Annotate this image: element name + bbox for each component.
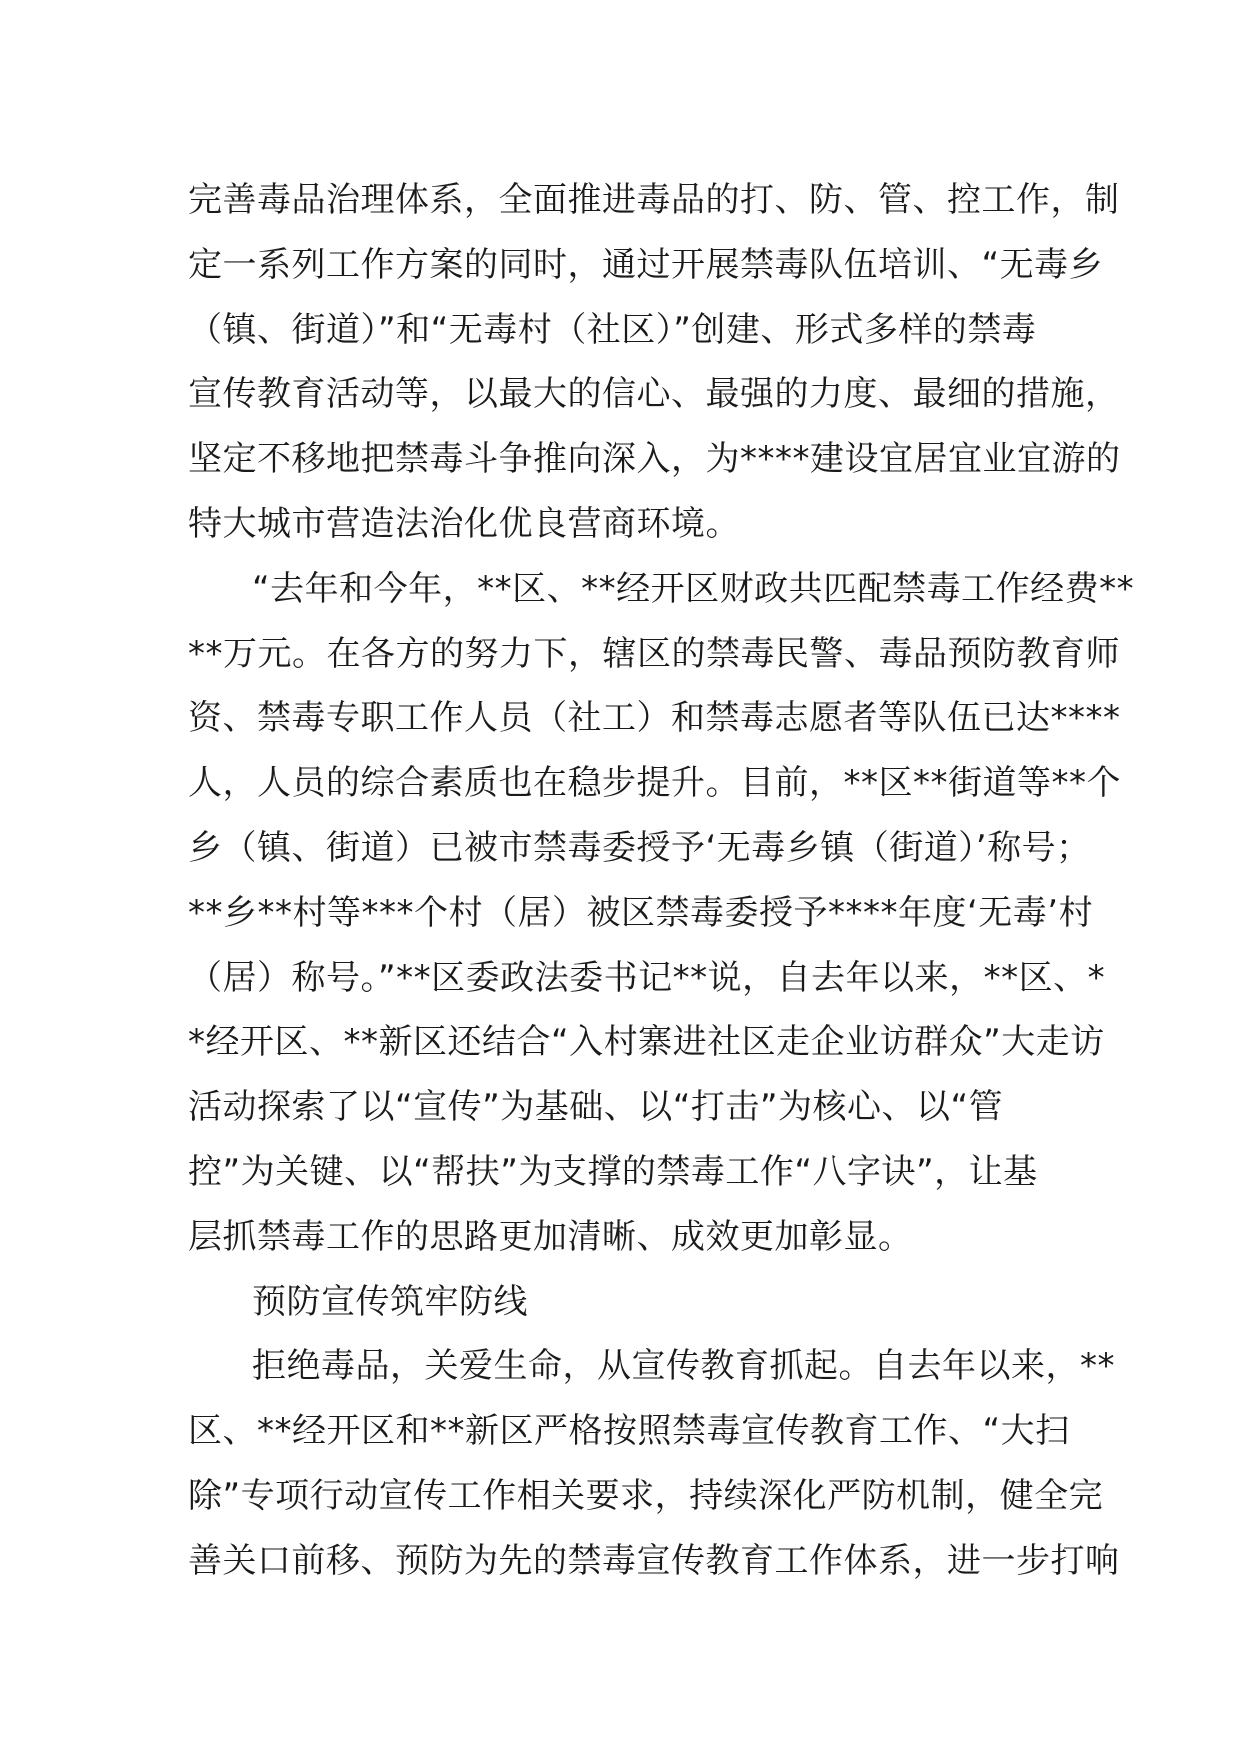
body-text xyxy=(188,168,1135,1594)
text-line: “去年和今年，**区、**经开区财政共匹配禁毒工作经费** xyxy=(252,568,1135,609)
text-line: 区、**经开区和**新区严格按照禁毒宣传教育工作、“大扫 xyxy=(188,1411,1070,1452)
text-line: 控”为关键、以“帮扶”为支撑的禁毒工作“八字诀”，让基 xyxy=(188,1151,1038,1192)
text-line: （居）称号。”**区委政法委书记**说，自去年以来，**区、* xyxy=(188,957,1106,998)
text-line: 坚定不移地把禁毒斗争推向深入，为****建设宜居宜业宜游的 xyxy=(188,439,1121,480)
text-line: 特大城市营造法治化优良营商环境。 xyxy=(188,503,740,544)
text-line: **万元。在各方的努力下，辖区的禁毒民警、毒品预防教育师 xyxy=(188,633,1120,674)
text-line: *经开区、**新区还结合“入村寨进社区走企业访群众”大走访 xyxy=(188,1022,1105,1063)
text-line: 除”专项行动宣传工作相关要求，持续深化严防机制，健全完 xyxy=(188,1475,1104,1516)
text-line: **乡**村等***个村（居）被区禁毒委授予****年度‘无毒’村 xyxy=(188,892,1094,933)
text-line: 宣传教育活动等，以最大的信心、最强的力度、最细的措施， xyxy=(188,374,1120,415)
text-line: 善关口前移、预防为先的禁毒宣传教育工作体系，进一步打响 xyxy=(188,1540,1120,1581)
text-line: 活动探索了以“宣传”为基础、以“打击”为核心、以“管 xyxy=(188,1087,1004,1128)
text-line: 乡（镇、街道）已被市禁毒委授予‘无毒乡镇（街道）’称号； xyxy=(188,827,1091,868)
section-heading: 预防宣传筑牢防线 xyxy=(252,1281,528,1322)
text-line: 拒绝毒品，关爱生命，从宣传教育抓起。自去年以来，** xyxy=(252,1346,1115,1387)
text-line: 资、禁毒专职工作人员（社工）和禁毒志愿者等队伍已达**** xyxy=(188,698,1121,739)
text-line: 定一系列工作方案的同时，通过开展禁毒队伍培训、“无毒乡 xyxy=(188,244,1104,285)
text-line: 完善毒品治理体系，全面推进毒品的打、防、管、控工作，制 xyxy=(188,180,1120,220)
text-line: 人，人员的综合素质也在稳步提升。目前，**区**街道等**个 xyxy=(188,763,1121,804)
text-line: （镇、街道）”和“无毒村（社区）”创建、形式多样的禁毒 xyxy=(188,309,1037,350)
text-line: 层抓禁毒工作的思路更加清晰、成效更加彰显。 xyxy=(188,1216,913,1257)
